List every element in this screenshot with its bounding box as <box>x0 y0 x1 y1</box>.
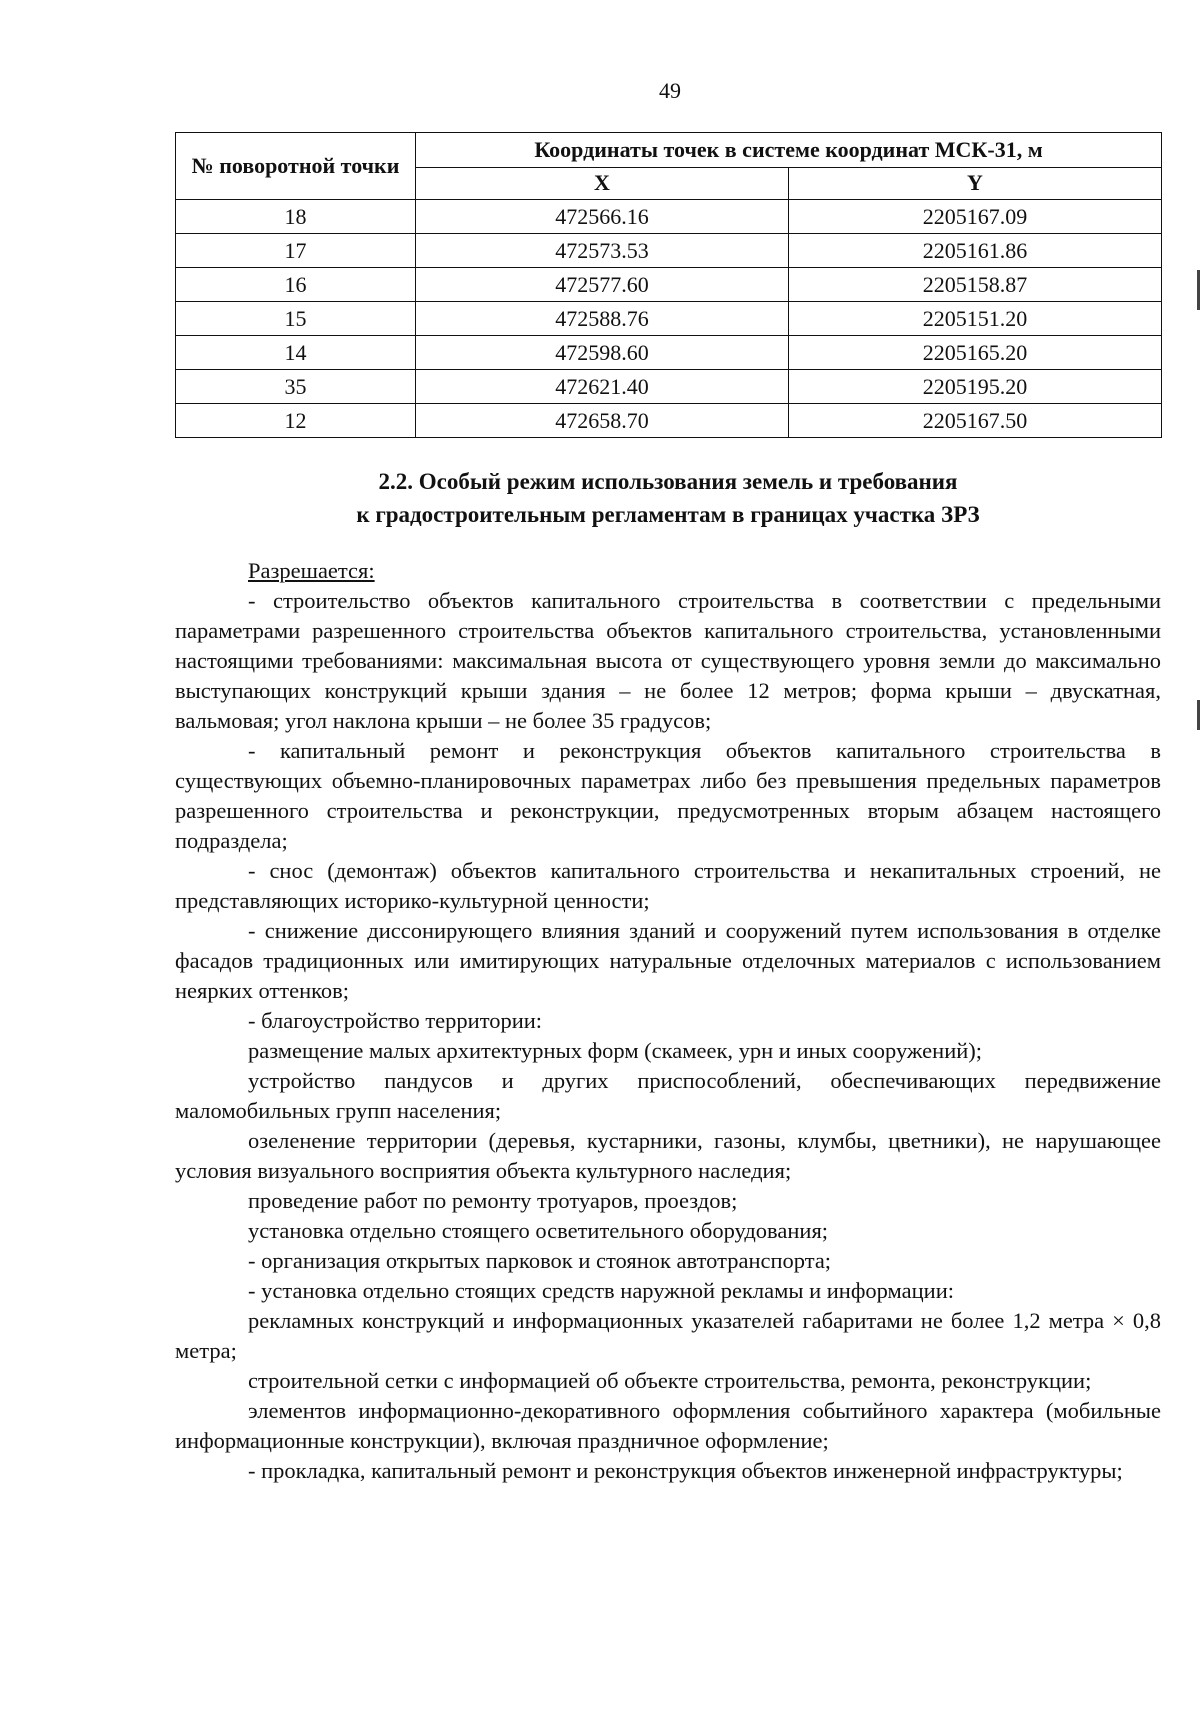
y-cell: 2205158.87 <box>789 268 1162 302</box>
paragraph: строительной сетки с информацией об объекте строительства, ремонта, реконструкции; <box>248 1368 1092 1393</box>
y-cell: 2205151.20 <box>789 302 1162 336</box>
y-cell: 2205167.09 <box>789 200 1162 234</box>
paragraph: размещение малых архитектурных форм (скамеек, урн и иных сооружений); <box>248 1038 983 1063</box>
point-number-cell: 35 <box>176 370 416 404</box>
x-cell: 472598.60 <box>416 336 789 370</box>
table-row <box>176 200 1162 234</box>
point-number-cell: 12 <box>176 404 416 438</box>
page-number: 49 <box>659 78 681 103</box>
y-cell: 2205195.20 <box>789 370 1162 404</box>
paragraph: - организация открытых парковок и стоянок автотранспорта; <box>248 1248 832 1273</box>
paragraph: проведение работ по ремонту тротуаров, проездов; <box>248 1188 738 1213</box>
paragraph: устройство пандусов и других приспособлений, обеспечивающих передвижение маломобильных групп населения; <box>175 1068 1161 1123</box>
point-number-cell: 18 <box>176 200 416 234</box>
section-title <box>175 465 1161 531</box>
col-header-y: Y <box>789 167 1162 200</box>
table-row <box>176 404 1162 438</box>
x-cell: 472621.40 <box>416 370 789 404</box>
x-cell: 472658.70 <box>416 404 789 438</box>
paragraph: - снижение диссонирующего влияния зданий и сооружений путем использования в отделке фасадов традиционных или имитирующих натуральные отделочных материалов с использованием неярких оттенков; <box>175 918 1161 1003</box>
x-cell: 472577.60 <box>416 268 789 302</box>
x-cell: 472566.16 <box>416 200 789 234</box>
paragraph: - строительство объектов капитального строительства в соответствии с предельными параметрами разрешенного строительства объектов капитального строительства, установленными настоящими требованиями: максимальная высота от существующего уровня земли до максимально выступающих конструкций крыши здания – не более 12 метров; форма крыши – двускатная, вальмовая; угол наклона крыши – не более 35 градусов; <box>175 588 1161 733</box>
coordinates-table <box>175 132 1162 438</box>
paragraph: установка отдельно стоящего осветительного оборудования; <box>248 1218 829 1243</box>
y-cell: 2205165.20 <box>789 336 1162 370</box>
x-cell: 472588.76 <box>416 302 789 336</box>
table-row <box>176 336 1162 370</box>
section-title-line-1: 2.2. Особый режим использования земель и требования <box>378 469 958 494</box>
paragraph: элементов информационно-декоративного оформления событийного характера (мобильные информационные конструкции), включая праздничное оформление; <box>175 1398 1161 1453</box>
col-header-point-number: № поворотной точки <box>176 133 416 200</box>
paragraph: - установка отдельно стоящих средств наружной рекламы и информации: <box>248 1278 955 1303</box>
paragraph: - снос (демонтаж) объектов капитального строительства и некапитальных строений, не представляющих историко-культурной ценности; <box>175 858 1161 913</box>
y-cell: 2205167.50 <box>789 404 1162 438</box>
paragraph: озеленение территории (деревья, кустарники, газоны, клумбы, цветники), не нарушающее условия визуального восприятия объекта культурного наследия; <box>175 1128 1161 1183</box>
y-cell: 2205161.86 <box>789 234 1162 268</box>
paragraph: - капитальный ремонт и реконструкция объектов капитального строительства в существующих объемно-планировочных параметрах либо без превышения предельных параметров разрешенного строительства и реконструкции, предусмотренных вторым абзацем настоящего подраздела; <box>175 738 1161 853</box>
paragraph: рекламных конструкций и информационных указателей габаритами не более 1,2 метра × 0,8 метра; <box>175 1308 1161 1363</box>
point-number-cell: 16 <box>176 268 416 302</box>
table-row <box>176 234 1162 268</box>
body-text <box>175 556 1161 1486</box>
permitted-label: Разрешается: <box>248 558 375 583</box>
paragraph <box>175 556 1161 586</box>
col-header-coordinates: Координаты точек в системе координат МСК-31, м <box>416 133 1162 168</box>
point-number-cell: 17 <box>176 234 416 268</box>
x-cell: 472573.53 <box>416 234 789 268</box>
point-number-cell: 14 <box>176 336 416 370</box>
table-row <box>176 302 1162 336</box>
table-row <box>176 370 1162 404</box>
point-number-cell: 15 <box>176 302 416 336</box>
paragraph: - благоустройство территории: <box>248 1008 543 1033</box>
col-header-x: X <box>416 167 789 200</box>
table-row <box>176 268 1162 302</box>
section-title-line-2: к градостроительным регламентам в границах участка ЗРЗ <box>356 502 980 527</box>
paragraph: - прокладка, капитальный ремонт и реконструкция объектов инженерной инфраструктуры; <box>248 1458 1123 1483</box>
